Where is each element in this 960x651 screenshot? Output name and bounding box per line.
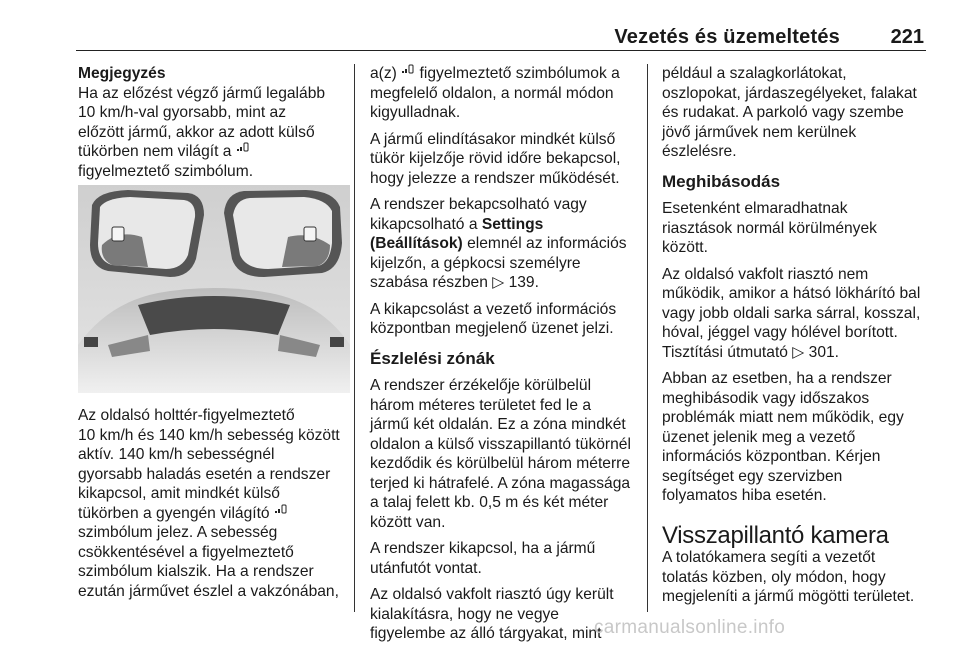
text-line: aktív. 140 km/h sebességnél — [78, 446, 275, 463]
section-heading: Észlelési zónák — [370, 348, 495, 368]
section-heading: Meghibásodás — [662, 171, 781, 191]
text-line: tükör kijelzője rövid időre bekapcsol, — [370, 150, 621, 167]
text-line: vagy jobb oldali sarka sárral, kosszal, — [662, 304, 921, 322]
paragraph — [662, 548, 930, 607]
text-line: hóval, jéggel vagy hólével borított. — [662, 324, 898, 341]
text-line: Az oldalsó vakfolt riasztó nem — [662, 265, 869, 283]
text-line: előzött jármű, akkor az adott külső — [78, 123, 315, 141]
text-line: szimbólum kialszik. Ha a rendszer — [78, 563, 314, 580]
text-line: folyamatos hiba esetén. — [662, 487, 827, 504]
text-line: csökkentésével a figyelmeztető — [78, 543, 294, 561]
text-line: megjeleníti a jármű mögötti területet. — [662, 588, 915, 605]
text-fragment: elemnél az információs — [467, 235, 627, 252]
caption — [78, 406, 354, 608]
column-divider — [647, 64, 648, 612]
watermark: carmanualsonline.info — [594, 617, 786, 638]
text-line: és rudakat. A parkoló vagy szembe — [662, 104, 904, 121]
column-3 — [662, 64, 930, 614]
text-line: szimbólum jelez. A sebesség — [78, 524, 278, 541]
text-line: megfelelő oldalon, a normál módon — [370, 84, 614, 102]
paragraph — [662, 199, 930, 258]
paragraph — [370, 300, 638, 339]
text-line: figyelembe az álló tárgyakat, mint — [370, 625, 602, 642]
text-line: 10 km/h-val gyorsabb, mint az — [78, 104, 287, 121]
paragraph — [370, 539, 638, 578]
paragraph — [662, 369, 930, 506]
chapter-heading: Visszapillantó kamera — [662, 521, 889, 549]
blind-spot-warning-icon — [275, 504, 287, 524]
page-number: 221 — [890, 26, 924, 48]
text-line: jármű két oldalán. Ez a zóna mindkét — [370, 416, 626, 433]
text-line: figyelmeztető szimbólum. — [78, 162, 254, 180]
note — [78, 64, 348, 181]
column-divider — [354, 64, 355, 612]
text-line: problémák miatt nem működik, egy — [662, 409, 904, 426]
triangle-ref-icon[interactable]: ▷ — [792, 343, 805, 361]
blind-spot-warning-icon — [402, 64, 414, 84]
note-heading: Megjegyzés — [78, 65, 166, 82]
text-line: hogy jelezze a rendszer működését. — [370, 169, 620, 187]
text-line: Ha az előzést végző jármű legalább — [78, 84, 326, 102]
text-line: központban megjelenő üzenet jelzi. — [370, 320, 614, 337]
text-line: tolatás közben, oly módon, hogy — [662, 568, 886, 586]
page-ref[interactable]: 301. — [808, 343, 839, 361]
text-line: Az oldalsó holttér-figyelmeztető — [78, 407, 295, 424]
paragraph — [370, 130, 638, 189]
text-line: kijelzőn, a gépkocsi személyre — [370, 254, 581, 272]
text-line: ezután járművet észlel a vakzónában, — [78, 582, 339, 600]
text-line: segítséget egy szervizben — [662, 467, 843, 485]
text-line: A rendszer kikapcsol, ha a jármű — [370, 540, 596, 557]
text-line: A rendszer érzékelője körülbelül — [370, 377, 592, 394]
text-line: Az oldalsó vakfolt riasztó úgy került — [370, 586, 614, 603]
column-2 — [370, 64, 638, 651]
text-line: A tolatókamera segíti a vezetőt — [662, 549, 876, 566]
text-line: tükörben a gyengén világító — [78, 504, 270, 522]
text-line: a talaj felett kb. 0,5 m és két méter — [370, 494, 609, 511]
settings-term-hu: (Beállítások) — [370, 235, 463, 252]
text-line: között. — [662, 239, 708, 256]
text-line: oszlopokat, járdaszegélyeket, falakat — [662, 84, 917, 102]
text-line: tükörben nem világít a — [78, 143, 232, 160]
text-line: például a szalagkorlátokat, — [662, 65, 847, 82]
text-line: 10 km/h és 140 km/h sebesség között — [78, 426, 340, 444]
text-line: A kikapcsolást a vezető információs — [370, 300, 617, 318]
text-line: kialakításra, hogy ne vegye — [370, 605, 559, 623]
page-header — [76, 26, 926, 51]
mirror-illustration — [78, 185, 350, 393]
text-fragment: a(z) — [370, 65, 397, 82]
page-ref[interactable]: 139. — [508, 274, 539, 291]
text-line: között van. — [370, 513, 446, 531]
text-line: három méteres területet fed le a — [370, 396, 592, 414]
text-line: meghibásodik vagy időszakos — [662, 389, 870, 407]
text-fragment: figyelmeztető szimbólumok a — [419, 65, 620, 82]
text-line: oldalon a külső visszapillantó tükörnél — [370, 435, 631, 453]
text-line: üzenet jelenik meg a vezető — [662, 428, 856, 446]
paragraph — [662, 265, 930, 363]
triangle-ref-icon[interactable]: ▷ — [492, 274, 505, 291]
text-fragment: Tisztítási útmutató — [662, 343, 788, 361]
section-title: Vezetés és üzemeltetés — [614, 26, 840, 48]
text-fragment: kikapcsolható a — [370, 215, 478, 233]
column-1 — [78, 64, 348, 188]
blind-spot-warning-icon — [237, 142, 249, 162]
settings-term: Settings — [481, 215, 544, 233]
text-line: információs központban. Kérjen — [662, 448, 881, 465]
text-line: működik, amikor a hátsó lökhárító bal — [662, 285, 921, 302]
text-line: jövő járművek nem kerülnek — [662, 123, 857, 141]
paragraph — [662, 64, 930, 162]
text-line: A jármű elindításakor mindkét külső — [370, 130, 616, 148]
text-line: kikapcsol, amit mindkét külső — [78, 485, 280, 502]
text-line: utánfutót vontat. — [370, 559, 482, 577]
text-line: Abban az esetben, ha a rendszer — [662, 370, 892, 387]
text-fragment: szabása részben — [370, 274, 488, 291]
paragraph — [370, 195, 638, 293]
text-line: terjed ki hátrafelé. A zóna magassága — [370, 474, 631, 492]
text-line: kezdődik és körülbelül három méterre — [370, 455, 631, 472]
text-line: gyorsabb haladás esetén a rendszer — [78, 465, 331, 483]
paragraph — [370, 64, 638, 123]
text-line: riasztások normál körülmények — [662, 219, 877, 237]
text-line: A rendszer bekapcsolható vagy — [370, 196, 587, 213]
text-line: Esetenként elmaradhatnak — [662, 200, 848, 217]
text-line: kigyulladnak. — [370, 104, 461, 121]
paragraph — [370, 376, 638, 532]
text-line: észlelésre. — [662, 143, 737, 160]
